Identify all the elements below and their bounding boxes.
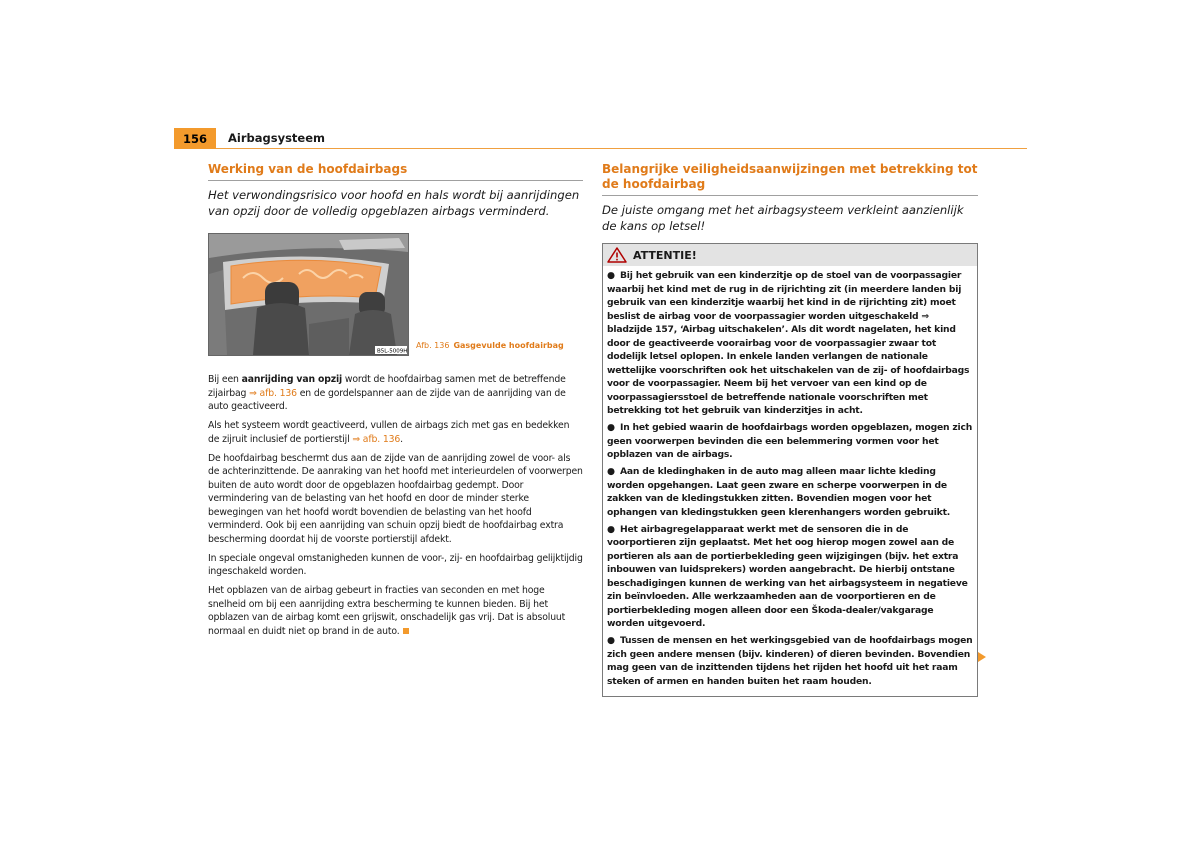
chapter-title: Airbagsysteem [228,131,326,145]
warning-item: ● Bij het gebruik van een kinderzitje op de stoel van de voorpassagier waarbij het kind met de rug in de rijrichting zit (in meerdere landen bij gebruik van een kinderzitje waarbij het kind in de rijrichting zit) moet beslist de airbag voor de voorpassagier worden uitgeschakeld ⇒ bladzijde 157, ‘Airbag uitschakelen’. Als dit wordt nagelaten, het kind door de geactiveerde voorairbag voor de voorpassagier zwaar tot dodelijk letsel oplopen. In enkele landen verlangen de nationale wettelijke voorschriften ook het uitschakelen van de zij- of hoofdairbags voor de voorpassagier. Neem bij het vervoer van een kind op de voorpassagiersstoel de betreffende nationale voorschriften met betrekking tot het gebruik van kinderzitjes in acht. [607,270,970,416]
warning-header [603,244,977,266]
section-end-marker [403,628,409,634]
warning-item: ● Tussen de mensen en het werkingsgebied van de hoofdairbags mogen zich geen andere mensen (bijv. kinderen) of dieren bevinden. Bovendien mag geen van de inzittenden tijdens het rijden het hoofd uit het raam steken of armen en handen buiten het raam houden. [607,635,973,687]
warning-item: ● In het gebied waarin de hoofdairbags worden opgeblazen, mogen zich geen voorwerpen bevinden die een belemmering vormen voor het opblazen van de airbags. [607,422,973,460]
paragraph-2: Als het systeem wordt geactiveerd, vullen de airbags zich met gas en bedekken de zijruit inclusief de portierstijl ⇒ afb. 136. [208,420,570,445]
figure-code: B5L-5009H [377,348,408,355]
bullet-icon: ● [607,466,615,477]
section-title-left: Werking van de hoofdairbags [208,162,583,181]
bullet-icon: ● [607,270,615,281]
section-title-right: Belangrijke veiligheidsaanwijzingen met betrekking tot de hoofdairbag [602,162,978,196]
figure-label: Afb. 136 [416,341,450,350]
warning-box [602,243,978,697]
bullet-icon: ● [607,422,615,433]
figure-136 [208,233,583,357]
figure-reference-link[interactable]: ⇒ afb. 136 [352,433,401,445]
paragraph-3: De hoofdairbag beschermt dus aan de zijde van de aanrijding zowel de voor- als de achterinzittende. De aanraking van het hoofd met interieurdelen of voorwerpen buiten de auto wordt door de opgeblazen hoofdairbag gedempt. Door vermindering van de belasting van het hoofd en door de minder sterke bewegingen van het hoofd wordt bovendien de belasting van het hoofd verminderd. Ook bij een aanrijding van schuin opzij biedt de hoofdairbag extra bescherming doordat hij de voorste portierstijl afdekt. [208,452,583,545]
page-header [174,128,1027,149]
figure-caption [416,341,564,350]
paragraph-5: Het opblazen van de airbag gebeurt in fracties van seconden en met hoge snelheid om bij een aanrijding extra bescherming te kunnen bieden. Bij het opblazen van de airbag komt een grijswit, onschadelijk gas vrij. Dat is absoluut normaal en duidt niet op brand in de auto. [208,585,566,637]
page-number: 156 [174,128,216,149]
right-column [602,162,978,697]
figure-caption-text: Gasgevulde hoofdairbag [453,341,564,350]
paragraph-1: Bij een aanrijding van opzij wordt de hoofdairbag samen met de betreffende zijairbag ⇒ afb. 136 en de gordelspanner aan de zijde van de aanrijding van de auto geactiveerd. [208,374,566,412]
warning-item: ● Het airbagregelapparaat werkt met de sensoren die in de voorportieren zijn geplaatst. Met het oog hierop mogen zowel aan de portieren als aan de portierbekleding geen wijzigingen (bijv. het extra inbouwen van luidsprekers) worden aangebracht. De hierbij ontstane beschadigingen kunnen de werking van het airbagsysteem in negatieve zin beïnvloeden. Alle werkzaamheden aan de voorportieren en de portierbekleding mogen alleen door een Škoda-dealer/vakgarage worden uitgevoerd. [607,523,968,629]
warning-item: ● Aan de kledinghaken in de auto mag alleen maar lichte kleding worden opgehangen. Laat geen zware en scherpe voorwerpen in de zakken van de kledingstukken zitten. Bovendien mogen voor het ophangen van kledingstukken geen klerenhangers worden gebruikt. [607,466,951,518]
paragraph-4: In speciale ongeval omstanigheden kunnen de voor-, zij- en hoofdairbag gelijktijdig ingeschakeld worden. [208,552,583,577]
bullet-icon: ● [607,523,615,535]
warning-triangle-icon [607,247,627,263]
warning-title: ATTENTIE! [633,248,697,262]
body-text-left [208,373,583,638]
left-column [208,162,583,644]
figure-reference-link[interactable]: ⇒ afb. 136 [249,387,297,399]
page-reference-link[interactable]: ⇒ [921,310,929,322]
continue-arrow-icon [978,652,986,662]
car-interior-photo [208,233,409,356]
bullet-icon: ● [607,635,615,646]
intro-right: De juiste omgang met het airbagsysteem verkleint aanzienlijk de kans op letsel! [602,203,964,233]
warning-body [603,266,977,696]
intro-left: Het verwondingsrisico voor hoofd en hals wordt bij aanrijdingen van opzij door de volledig opgeblazen airbags verminderd. [208,188,580,218]
